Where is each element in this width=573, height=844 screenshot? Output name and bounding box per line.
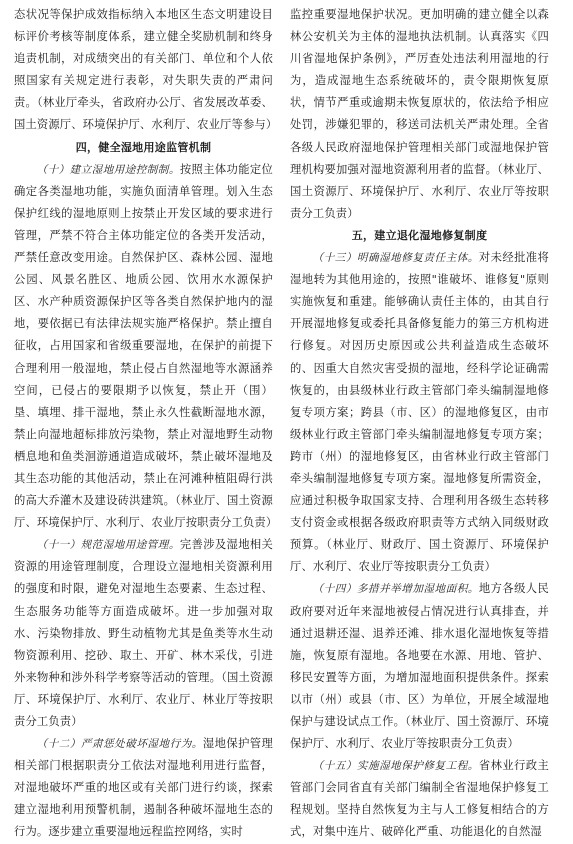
paragraph-15	[290, 755, 549, 843]
paragraph-14-body: 地方各级人民政府要对近年来湿地被侵占情况进行认真排查，并通过退耕还湿、退养还滩、排水退化湿地恢复等措施，恢复原有湿地。各地要在水源、用地、管护、移民安置等方面，为增加湿地面积提供条件。探索以市（州）或县（市、区）为单位，开展全域湿地保护与建设试点工作。（林业厅、国土资源厅、环境保护厅、水利厅、农业厅等按职责分工负责）	[290, 582, 549, 751]
paragraph-15-lead: （十五）实施湿地保护修复工程。	[312, 760, 479, 773]
paragraph-12-lead: （十二）严肃惩处破坏湿地行为。	[36, 738, 203, 751]
paragraph-13	[290, 247, 549, 578]
left-column	[14, 4, 278, 844]
paragraph-13-lead: （十三）明确湿地修复责任主体。	[312, 252, 479, 265]
paragraph-12	[14, 733, 273, 843]
section-heading-5: 五，建立退化湿地修复制度	[351, 228, 488, 242]
paragraph-13-body: 对未经批准将湿地转为其他用途的，按照"谁破坏、谁修复"原则实施恢复和重建。能够确认责任主体的，由其自行开展湿地修复或委托具备修复能力的第三方机构进行修复。对因历史原因或公共利益造成生态破坏的、因重大自然灾害受损的湿地，经科学论证确需恢复的，由县级林业行政主管部门牵头编制湿地修复专项方案；跨县（市、区）的湿地修复区，由市级林业行政主管部门牵头编制湿地修复专项方案；跨市（州）的湿地修复区，由省林业行政主管部门牵头编制湿地修复专项方案。湿地修复所需资金，应通过积极争取国家支持、合理利用各级生态转移支付资金或根据各级政府职责等方式纳入同级财政预算。（林业厅、财政厅、国土资源厅、环境保护厅、水利厅、农业厅等按职责分工负责）	[290, 251, 549, 574]
paragraph-15-body: 省林业行政主管部门会同省直有关部门编制全省湿地保护修复工程规划。坚持自然恢复为主与人工修复相结合的方式，对集中连片、破碎化严重、功能退化的自然湿	[290, 759, 549, 839]
paragraph-continuation: 态状况等保护成效指标纳入本地区生态文明建设目标评价考核等制度体系，建立健全奖励机制和终身追责机制，对成绩突出的有关部门、单位和个人依照国家有关规定进行表彰，对失职失责的严肃问责。（林业厅牵头，省政府办公厅、省发展改革委、国土资源厅、环境保护厅、水利厅、农业厅等参与）	[14, 8, 278, 132]
paragraph-11	[14, 534, 273, 733]
paragraph-10-lead: （十）建立湿地用途控制制。	[36, 163, 180, 176]
paragraph-11-lead: （十一）规范湿地用途管理。	[36, 539, 180, 552]
paragraph-10	[14, 159, 278, 535]
paragraph-11-body: 完善涉及湿地相关资源的用途管理制度，合理设立湿地相关资源利用的强度和时限，避免对湿地生态要素、生态过程、生态服务功能等方面造成破坏。进一步加强对取水、污染物排放、野生动植物尤其是鱼类等水生动物资源利用、挖砂、取土、开矿、林木采伐，引进外来物种和涉外科学考察等活动的管理。（国土资源厅、环境保护厅、水利厅、农业厅、林业厅等按职责分工负责）	[14, 538, 273, 728]
paragraph-10-body: 按照主体功能定位确定各类湿地功能，实施负面清单管理。划入生态保护红线的湿地原则上按禁止开发区域的要求进行管理，严禁不符合主体功能定位的各类开发活动，严禁任意改变用途。自然保护区、森林公园、湿地公园、风景名胜区、地质公园、饮用水水源保护区、水产种质资源保护区等各类自然保护地内的湿地，要依据已有法律法规实施严格保护。禁止擅自征收，占用国家和省级重要湿地，在保护的前提下合理利用一般湿地，禁止侵占自然湿地等水源涵养空间，已侵占的要限期予以恢复，禁止开（围）垦、填埋、排干湿地，禁止永久性截断湿地水源，禁止向湿地超标排放污染物，禁止对湿地野生动物栖息地和鱼类洄游通道造成破坏，禁止破坏湿地及其生态功能的其他活动，禁止在河滩种植阻碍行洪的高大乔灌木及建设砖洪建筑。（林业厅、国土资源厅、环境保护厅、水利厅、农业厅按职责分工负责）	[14, 162, 278, 530]
paragraph-continuation-right: 监控重要湿地保护状况。更加明确的建立健全以森林公安机关为主体的湿地执法机制。认真落实《四川省湿地保护条例》，严厉查处违法利用湿地的行为，造成湿地生态系统破坏的，责令限期恢复原状，情节严重或逾期未恢复原状的，依法给予相应处罚，涉嫌犯罪的，移送司法机关严肃处理。全省各级人民政府湿地保护管理相关部门或湿地保护管理机构要加强对湿地资源利用者的监督。（林业厅、国土资源厅、环境保护厅、水利厅、农业厅等按职责分工负责）	[290, 8, 549, 220]
paragraph-14	[290, 578, 549, 755]
paragraph-14-lead: （十四）多措并举增加湿地面积。	[312, 583, 479, 596]
section-heading-4: 四，健全湿地用途监管机制	[75, 140, 212, 154]
paragraph-12-body: 湿地保护管理相关部门根据职责分工依法对湿地利用进行监督，对湿地破坏严重的地区或有关部门进行约谈，探索建立湿地利用预警机制，遏制各种破坏湿地生态的行为。逐步建立重要湿地远程监控网络，实时	[14, 737, 273, 839]
right-column	[290, 4, 549, 844]
